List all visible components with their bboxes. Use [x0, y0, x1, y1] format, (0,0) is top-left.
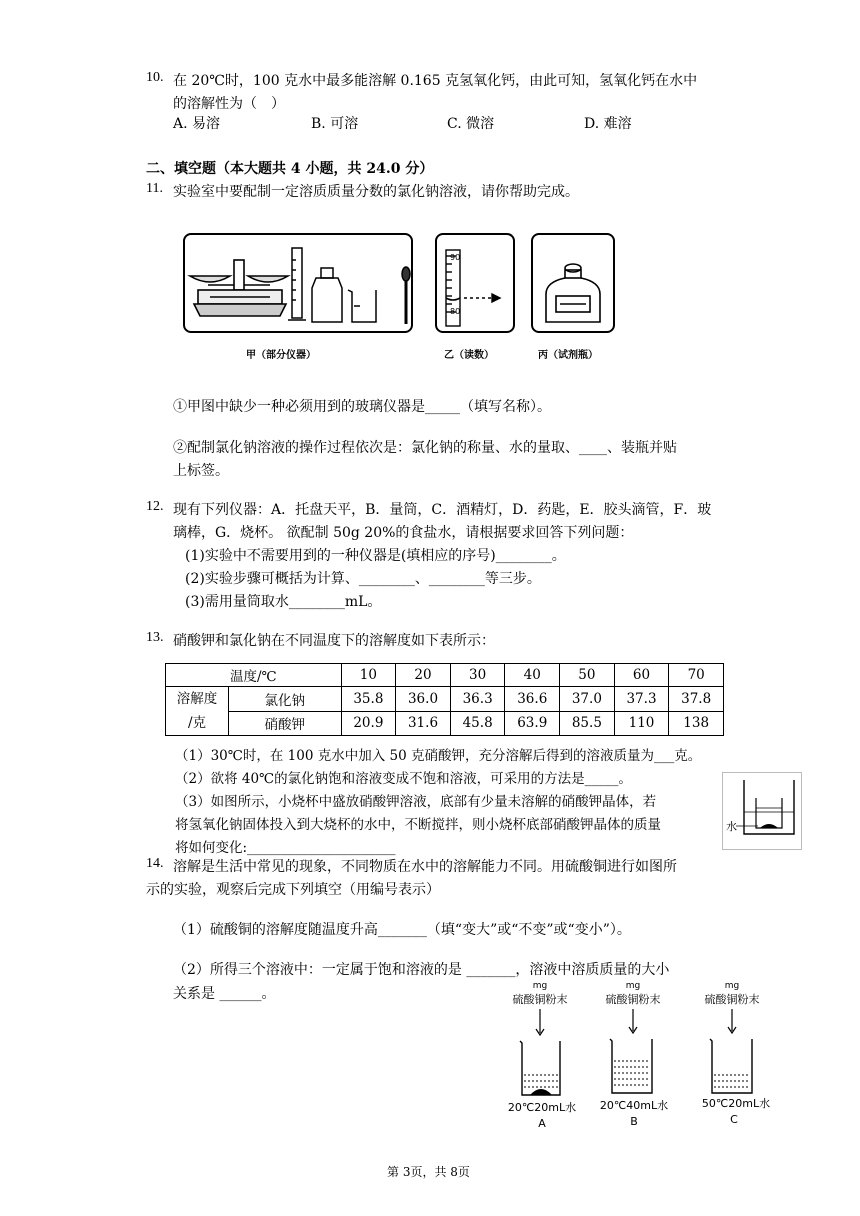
svg-text:C: C [730, 1113, 738, 1126]
question-text: 溶解是生活中常见的现象，不同物质在水中的溶解能力不同。用硫酸铜进行如图所 [173, 859, 677, 875]
svg-text:B: B [630, 1115, 638, 1128]
table-header-cell: 温度/℃ [166, 664, 342, 687]
question-text: （1）30℃时，在 100 克水中加入 50 克硝酸钾，充分溶解后得到的溶液质量为___克。 [175, 748, 702, 764]
question-text: 的溶解性为（ ） [173, 96, 285, 112]
option-d[interactable]: D. 难溶 [584, 116, 632, 132]
table-row [166, 664, 724, 687]
question-text: (3)需用量筒取水________mL。 [185, 594, 382, 610]
scale-label-top: 90 [450, 253, 461, 262]
question-text: (1)实验中不需要用到的一种仪器是(填相应的序号)________。 [185, 548, 566, 564]
scale-label-bottom: 80 [450, 307, 461, 316]
lab-instruments-figure [180, 230, 620, 370]
balance-icon [190, 260, 288, 316]
question-text: (2)实验步骤可概括为计算、________、________等三步。 [185, 571, 541, 587]
svg-text:20℃20mL水: 20℃20mL水 [507, 1101, 577, 1114]
svg-text:硫酸铜粉末: 硫酸铜粉末 [704, 993, 760, 1006]
table-header-cell: 50 [560, 664, 615, 687]
table-row [166, 711, 724, 736]
svg-text:mg: mg [724, 981, 740, 991]
beaker-a [508, 981, 576, 1130]
question-text: 上标签。 [173, 463, 229, 479]
graduated-cylinder-icon [288, 248, 306, 320]
reagent-bottle-icon [546, 264, 600, 322]
table-header-cell: 40 [505, 664, 560, 687]
question-text: ①甲图中缺少一种必须用到的玻璃仪器是_____（填写名称）。 [173, 399, 551, 415]
row-group-label: 溶解度 /克 [166, 687, 229, 736]
svg-text:50℃20mL水: 50℃20mL水 [701, 1097, 771, 1110]
question-text: 璃棒，G．烧杯。 欲配制 50g 20%的食盐水，请根据要求回答下列问题： [173, 525, 634, 541]
option-b[interactable]: B. 可溶 [311, 116, 359, 132]
option-a[interactable]: A. 易溶 [173, 116, 221, 132]
table-header-cell: 20 [396, 664, 451, 687]
question-text: 实验室中要配制一定溶质质量分数的氯化钠溶液，请你帮助完成。 [173, 184, 579, 200]
question-text: 示的实验，观察后完成下列填空（用编号表示） [146, 882, 440, 898]
figure-caption-bing: 丙（试剂瓶） [538, 350, 598, 361]
question-number: 13. [146, 630, 164, 645]
beaker-c [702, 981, 770, 1126]
question-text: ②配制氯化钠溶液的操作过程依次是：氯化钠的称量、水的量取、____、装瓶并贴 [173, 440, 677, 456]
row-label: 氯化钠 [229, 687, 342, 712]
question-number: 12. [146, 499, 164, 514]
question-text: 将如何变化:______________________ [175, 840, 396, 856]
table-cell: 138 [669, 711, 724, 736]
table-cell: 37.0 [560, 687, 615, 712]
table-cell: 45.8 [450, 711, 505, 736]
table-row [166, 687, 724, 712]
row-label: 硝酸钾 [229, 711, 342, 736]
svg-text:硫酸铜粉末: 硫酸铜粉末 [512, 993, 568, 1006]
question-text: 现有下列仪器：A．托盘天平，B．量筒，C．酒精灯，D．药匙，E．胶头滴管，F．玻 [173, 502, 712, 518]
figure-caption-yi: 乙（读数） [444, 350, 494, 361]
table-cell: 31.6 [396, 711, 451, 736]
question-text: 在 20℃时，100 克水中最多能溶解 0.165 克氢氧化钙，由此可知，氢氧化钙在水中 [173, 73, 698, 89]
question-text: （2）欲将 40℃的氯化钠饱和溶液变成不饱和溶液，可采用的方法是_____。 [175, 771, 632, 787]
figure-caption-jia: 甲（部分仪器） [246, 350, 316, 361]
table-cell: 36.3 [450, 687, 505, 712]
table-cell: 36.0 [396, 687, 451, 712]
beaker-icon [348, 290, 376, 322]
water-label: 水 [726, 820, 737, 833]
copper-sulfate-beakers-figure [500, 975, 790, 1130]
table-header-cell: 30 [450, 664, 505, 687]
nested-beaker-figure [722, 772, 802, 850]
section-title: 二、填空题（本大题共 4 小题，共 24.0 分） [146, 161, 434, 177]
question-text: （3）如图所示，小烧杯中盛放硝酸钾溶液，底部有少量未溶解的硝酸钾晶体，若 [175, 794, 657, 810]
option-c[interactable]: C. 微溶 [447, 116, 495, 132]
question-number: 14. [146, 856, 164, 871]
question-text: （2）所得三个溶液中：一定属于饱和溶液的是 _______，溶液中溶质质量的大小 [173, 962, 670, 978]
table-cell: 37.3 [614, 687, 669, 712]
reagent-bottle-icon [312, 268, 342, 322]
page-footer: 第 3页，共 8页 [387, 1165, 470, 1179]
table-cell: 63.9 [505, 711, 560, 736]
beaker-b [600, 981, 668, 1128]
svg-text:硫酸铜粉末: 硫酸铜粉末 [605, 993, 661, 1006]
dropper-icon [402, 267, 410, 324]
table-cell: 37.8 [669, 687, 724, 712]
svg-text:20℃40mL水: 20℃40mL水 [599, 1099, 669, 1112]
question-text: 关系是 ______。 [173, 986, 276, 1002]
table-cell: 85.5 [560, 711, 615, 736]
table-cell: 110 [614, 711, 669, 736]
table-cell: 36.6 [505, 687, 560, 712]
table-cell: 35.8 [341, 687, 396, 712]
question-text: （1）硫酸铜的溶解度随温度升高_______（填“变大”或“不变”或“变小”）。 [173, 922, 631, 938]
question-number: 11. [146, 181, 163, 196]
table-header-cell: 60 [614, 664, 669, 687]
table-header-cell: 70 [669, 664, 724, 687]
table-header-cell: 10 [341, 664, 396, 687]
question-text: 将氢氧化钠固体投入到大烧杯的水中，不断搅拌，则小烧杯底部硝酸钾晶体的质量 [175, 817, 661, 833]
svg-text:mg: mg [532, 981, 548, 991]
question-number: 10. [146, 70, 164, 85]
svg-text:mg: mg [625, 981, 641, 991]
svg-text:A: A [538, 1117, 546, 1130]
table-cell: 20.9 [341, 711, 396, 736]
solubility-table [165, 663, 724, 736]
question-text: 硝酸钾和氯化钠在不同温度下的溶解度如下表所示： [173, 633, 495, 649]
